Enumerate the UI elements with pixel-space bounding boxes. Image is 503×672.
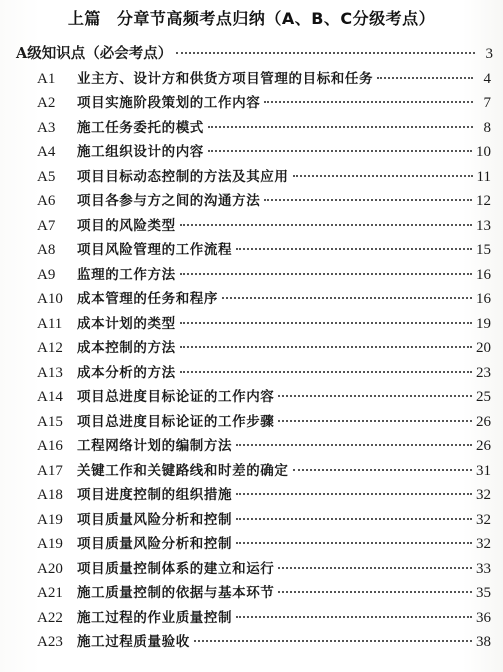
page-number: 12 [476, 193, 491, 209]
item-code: A21 [37, 585, 63, 601]
toc-item-row[interactable] [37, 263, 491, 287]
dot-leader [180, 371, 472, 373]
item-code: A5 [37, 168, 56, 185]
dot-leader [236, 616, 472, 618]
page-number: 8 [483, 119, 491, 136]
dot-leader [208, 126, 473, 128]
dot-leader [278, 420, 472, 422]
toc-item-row[interactable] [37, 116, 491, 140]
page-number: 33 [476, 560, 491, 577]
page-number: 4 [483, 70, 491, 87]
page-number: 35 [476, 585, 491, 601]
toc-item-row[interactable] [37, 140, 491, 164]
toc-item-row[interactable] [37, 434, 491, 458]
toc-item-row[interactable] [37, 508, 491, 532]
page-number: 7 [483, 95, 491, 111]
item-label: 项目各参与方之间的沟通方法 [77, 193, 261, 209]
page-number: 20 [476, 340, 491, 356]
toc-item-row[interactable] [37, 630, 491, 654]
page-number: 13 [476, 217, 491, 234]
toc-item-row[interactable] [37, 91, 491, 115]
toc-item-row[interactable] [37, 385, 491, 409]
toc-item-row[interactable] [37, 606, 491, 630]
item-label: 成本管理的任务和程序 [77, 291, 218, 307]
dot-leader [194, 640, 472, 642]
item-label: 成本控制的方法 [77, 340, 176, 356]
toc-item-row[interactable] [37, 189, 491, 213]
item-label: 项目的风险类型 [77, 217, 176, 234]
toc-item-row[interactable] [37, 287, 491, 311]
page-number: 23 [476, 364, 491, 381]
dot-leader [236, 444, 472, 446]
item-code: A4 [37, 144, 56, 160]
item-label: 成本分析的方法 [77, 364, 176, 381]
item-code: A7 [37, 217, 56, 234]
title-text: 分章节高频考点归纳（A、B、C分级考点） [116, 9, 436, 28]
item-code: A8 [37, 242, 56, 258]
toc-item-row[interactable] [37, 312, 491, 336]
item-label: 工程网络计划的编制方法 [77, 438, 233, 454]
toc-item-row[interactable] [37, 336, 491, 360]
item-code: A12 [37, 340, 63, 356]
page-title [0, 6, 503, 29]
item-label: 关键工作和关键路线和时差的确定 [77, 462, 289, 479]
dot-leader [278, 567, 472, 569]
item-label: 项目进度控制的组织措施 [77, 487, 233, 503]
item-label: 项目质量风险分析和控制 [77, 511, 233, 528]
item-label: 项目质量控制体系的建立和运行 [77, 560, 275, 577]
item-label: 监理的工作方法 [77, 266, 176, 283]
item-code: A11 [37, 315, 63, 332]
page-number: 16 [476, 266, 491, 283]
item-label: 项目目标动态控制的方法及其应用 [77, 168, 289, 185]
dot-leader [180, 273, 472, 275]
page-number: 31 [476, 462, 491, 479]
item-code: A20 [37, 560, 63, 577]
page-number: 32 [476, 487, 491, 503]
dot-leader [208, 150, 472, 152]
item-code: A3 [37, 119, 56, 136]
toc-item-row[interactable] [37, 581, 491, 605]
toc-item-row[interactable] [37, 67, 491, 91]
toc-item-row[interactable] [37, 238, 491, 262]
dot-leader [278, 395, 472, 397]
dot-leader [176, 52, 475, 54]
dot-leader [236, 518, 472, 520]
page-number: 19 [476, 315, 491, 332]
toc-section-row[interactable] [16, 42, 493, 66]
dot-leader [236, 542, 472, 544]
toc-item-row[interactable] [37, 483, 491, 507]
item-label: 施工过程质量验收 [77, 634, 190, 650]
item-code: A6 [37, 193, 56, 209]
item-code: A15 [37, 413, 63, 430]
item-label: 项目风险管理的工作流程 [77, 242, 233, 258]
page-number: 11 [476, 168, 491, 185]
dot-leader [236, 248, 472, 250]
dot-leader [180, 224, 472, 226]
item-code: A19 [37, 511, 63, 528]
item-code: A14 [37, 389, 63, 405]
item-code: A10 [37, 291, 63, 307]
dot-leader [264, 101, 473, 103]
item-label: 项目实施阶段策划的工作内容 [77, 95, 261, 111]
dot-leader [264, 199, 472, 201]
item-label: 施工任务委托的模式 [77, 119, 204, 136]
item-label: 项目质量风险分析和控制 [77, 536, 233, 552]
section-label: A级知识点（必会考点） [16, 45, 173, 62]
item-label: 施工组织设计的内容 [77, 144, 204, 160]
item-label: 成本计划的类型 [77, 315, 176, 332]
page-number: 32 [476, 536, 491, 552]
item-code: A2 [37, 95, 56, 111]
dot-leader [180, 346, 472, 348]
toc-item-row[interactable] [37, 214, 491, 238]
dot-leader [236, 493, 472, 495]
page-number: 3 [485, 46, 493, 62]
dot-leader [222, 297, 472, 299]
toc-item-row[interactable] [37, 165, 491, 189]
dot-leader [293, 469, 473, 471]
page-number: 38 [476, 634, 491, 650]
item-label: 业主方、设计方和供货方项目管理的目标和任务 [77, 70, 374, 87]
item-code: A16 [37, 438, 63, 454]
page-number: 26 [476, 413, 491, 430]
page-number: 26 [476, 438, 491, 454]
item-code: A19 [37, 536, 63, 552]
toc-item-row[interactable] [37, 557, 491, 581]
item-code: A17 [37, 462, 63, 479]
page-number: 32 [476, 511, 491, 528]
item-code: A1 [37, 70, 56, 87]
dot-leader [293, 175, 473, 177]
dot-leader [377, 77, 473, 79]
item-code: A18 [37, 487, 63, 503]
dot-leader [180, 322, 472, 324]
toc-item-row[interactable] [37, 459, 491, 483]
item-label: 项目总进度目标论证的工作内容 [77, 389, 275, 405]
toc-item-row[interactable] [37, 410, 491, 434]
page-number: 25 [476, 389, 491, 405]
item-label: 施工过程的作业质量控制 [77, 609, 233, 626]
page-number: 10 [476, 144, 491, 160]
item-code: A9 [37, 266, 56, 283]
toc-item-row[interactable] [37, 361, 491, 385]
item-label: 施工质量控制的依据与基本环节 [77, 585, 275, 601]
toc-item-row[interactable] [37, 532, 491, 556]
item-label: 项目总进度目标论证的工作步骤 [77, 413, 275, 430]
page-number: 36 [476, 609, 491, 626]
dot-leader [278, 591, 472, 593]
page-number: 15 [476, 242, 491, 258]
item-code: A13 [37, 364, 63, 381]
item-code: A23 [37, 634, 63, 650]
page-number: 16 [476, 291, 491, 307]
part-label: 上篇 [67, 9, 101, 28]
item-code: A22 [37, 609, 63, 626]
